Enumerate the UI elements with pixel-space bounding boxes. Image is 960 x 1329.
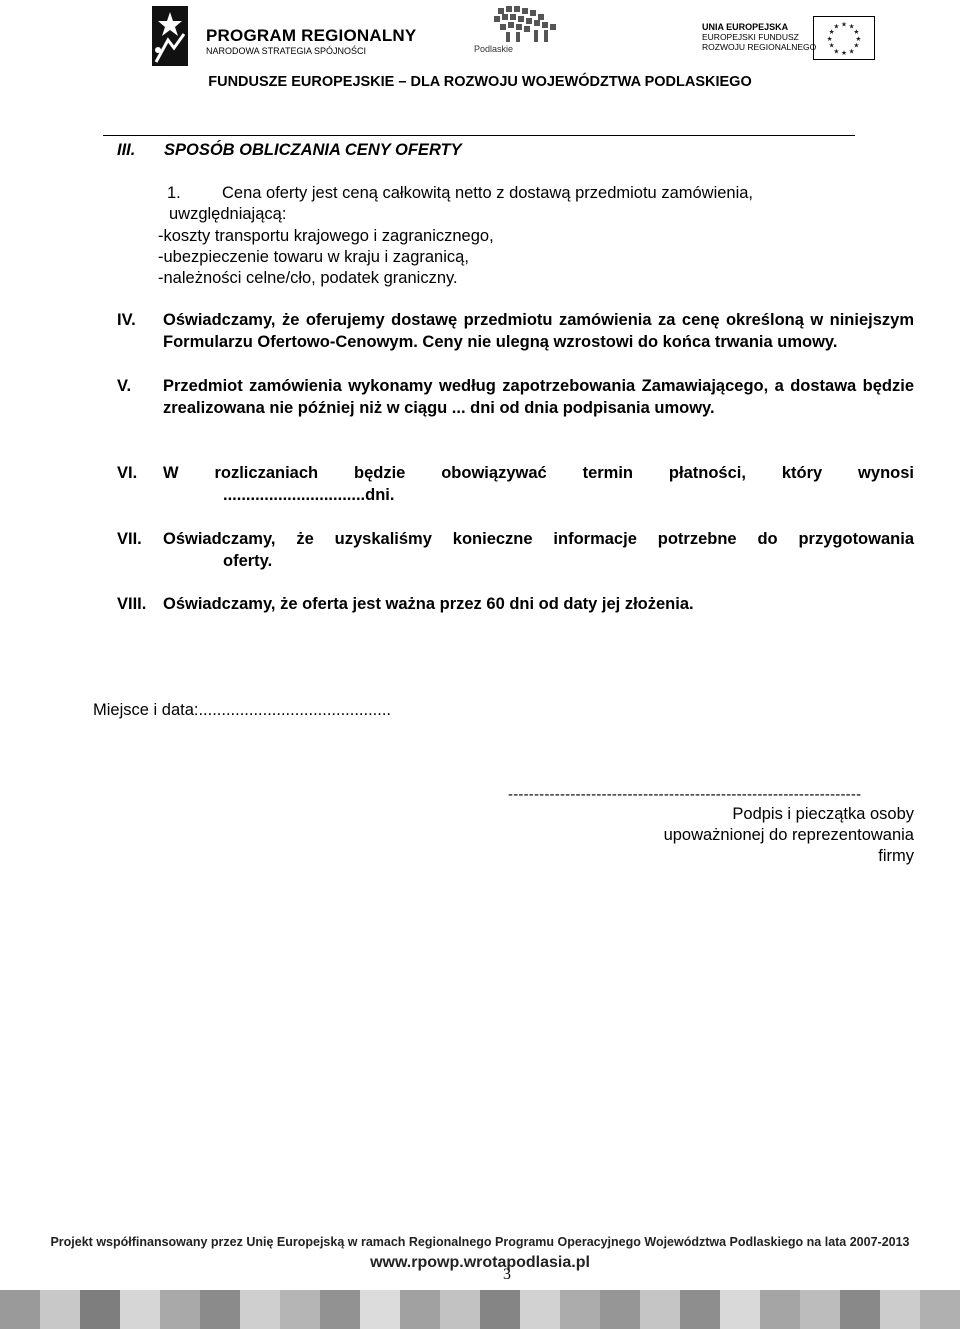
signature-line: --------------------------------------------------------------------	[508, 786, 862, 803]
signature-label-2: upoważnionej do reprezentowania	[663, 826, 914, 844]
eu-line1: UNIA EUROPEJSKA	[702, 22, 789, 32]
svg-text:★: ★	[848, 47, 855, 56]
svg-text:★: ★	[855, 34, 862, 43]
podlaskie-logo	[470, 4, 570, 60]
cost-item-transport: -koszty transportu krajowego i zagranicznego,	[158, 227, 494, 245]
section-8-number: VIII.	[117, 595, 147, 613]
cost-item-customs: -należności celne/cło, podatek graniczny.	[158, 269, 458, 287]
section-3-title: SPOSÓB OBLICZANIA CENY OFERTY	[164, 141, 462, 159]
page-number: 3	[503, 1266, 511, 1283]
section-3-number: III.	[117, 141, 136, 159]
footer-stripes	[0, 1290, 960, 1329]
section-4-text: Oświadczamy, że oferujemy dostawę przedmiotu zamówienia za cenę określoną w niniejszym Formularzu Ofertowo-Cenowym. Ceny nie ulegną wzrostowi do końca trwania umowy.	[163, 311, 914, 351]
section-5-number: V.	[117, 377, 132, 395]
header-logos	[0, 0, 960, 72]
section-4-number: IV.	[117, 311, 136, 329]
program-regionalny-logo	[148, 4, 417, 68]
bison-icon	[470, 4, 570, 46]
item-1-continuation: uwzględniającą:	[169, 205, 287, 223]
section-8-text: Oświadczamy, że oferta jest ważna przez 60 dni od daty jej złożenia.	[163, 595, 694, 613]
section-6-line2: ...............................dni.	[223, 486, 395, 504]
section-7-line1: Oświadczamy, że uzyskaliśmy konieczne informacje potrzebne do przygotowania	[163, 530, 914, 548]
footer-cofinance-note: Projekt współfinansowany przez Unię Europejską w ramach Regionalnego Programu Operacyjnego Województwa Podlaskiego na lata 2007-2013	[50, 1235, 910, 1249]
section-6-line1: W rozliczaniach będzie obowiązywać termin płatności, który wynosi	[163, 464, 914, 482]
svg-text:★: ★	[828, 41, 835, 50]
cost-item-insurance: -ubezpieczenie towaru w kraju i zagranicą,	[158, 248, 469, 266]
signature-label-1: Podpis i pieczątka osoby	[732, 805, 914, 823]
eu-flag-icon	[813, 16, 875, 60]
svg-text:★: ★	[853, 28, 860, 37]
podlaskie-label: Podlaskie	[474, 44, 514, 54]
section-7-line2: oferty.	[223, 552, 273, 570]
signature-caption	[664, 804, 914, 867]
svg-text:★: ★	[841, 20, 847, 29]
footer-website: www.rpowp.wrotapodlasia.pl	[370, 1254, 590, 1271]
program-subtitle: NARODOWA STRATEGIA SPÓJNOŚCI	[206, 46, 367, 56]
eu-text	[702, 22, 816, 52]
item-1-text: Cena oferty jest ceną całkowitą netto z dostawą przedmiotu zamówienia,	[222, 184, 754, 202]
eu-line3: ROZWOJU REGIONALNEGO	[702, 42, 817, 52]
item-1-number: 1.	[167, 184, 181, 202]
place-date-field: Miejsce i data:..........................................	[93, 701, 391, 719]
svg-text:★: ★	[828, 28, 835, 37]
signature-label-3: firmy	[878, 847, 914, 865]
svg-text:★: ★	[833, 47, 840, 56]
svg-text:★: ★	[848, 22, 855, 31]
section-5-text: Przedmiot zamówienia wykonamy według zapotrzebowania Zamawiającego, a dostawa będzie zrealizowana nie później niż w ciągu ... dni od dnia podpisania umowy.	[163, 377, 914, 417]
program-title: PROGRAM REGIONALNY	[206, 26, 417, 45]
section-7-number: VII.	[117, 530, 142, 548]
eu-line2: EUROPEJSKI FUNDUSZ	[702, 32, 799, 42]
star-arrow-icon	[148, 4, 192, 68]
svg-text:★: ★	[853, 41, 860, 50]
eu-logo	[700, 16, 880, 66]
section-6-number: VI.	[117, 464, 138, 482]
svg-text:★: ★	[826, 34, 833, 43]
fundusze-heading: FUNDUSZE EUROPEJSKIE – DLA ROZWOJU WOJEWÓDZTWA PODLASKIEGO	[208, 74, 752, 90]
header-divider	[103, 135, 855, 136]
svg-text:★: ★	[833, 22, 840, 31]
svg-text:★: ★	[841, 49, 847, 58]
